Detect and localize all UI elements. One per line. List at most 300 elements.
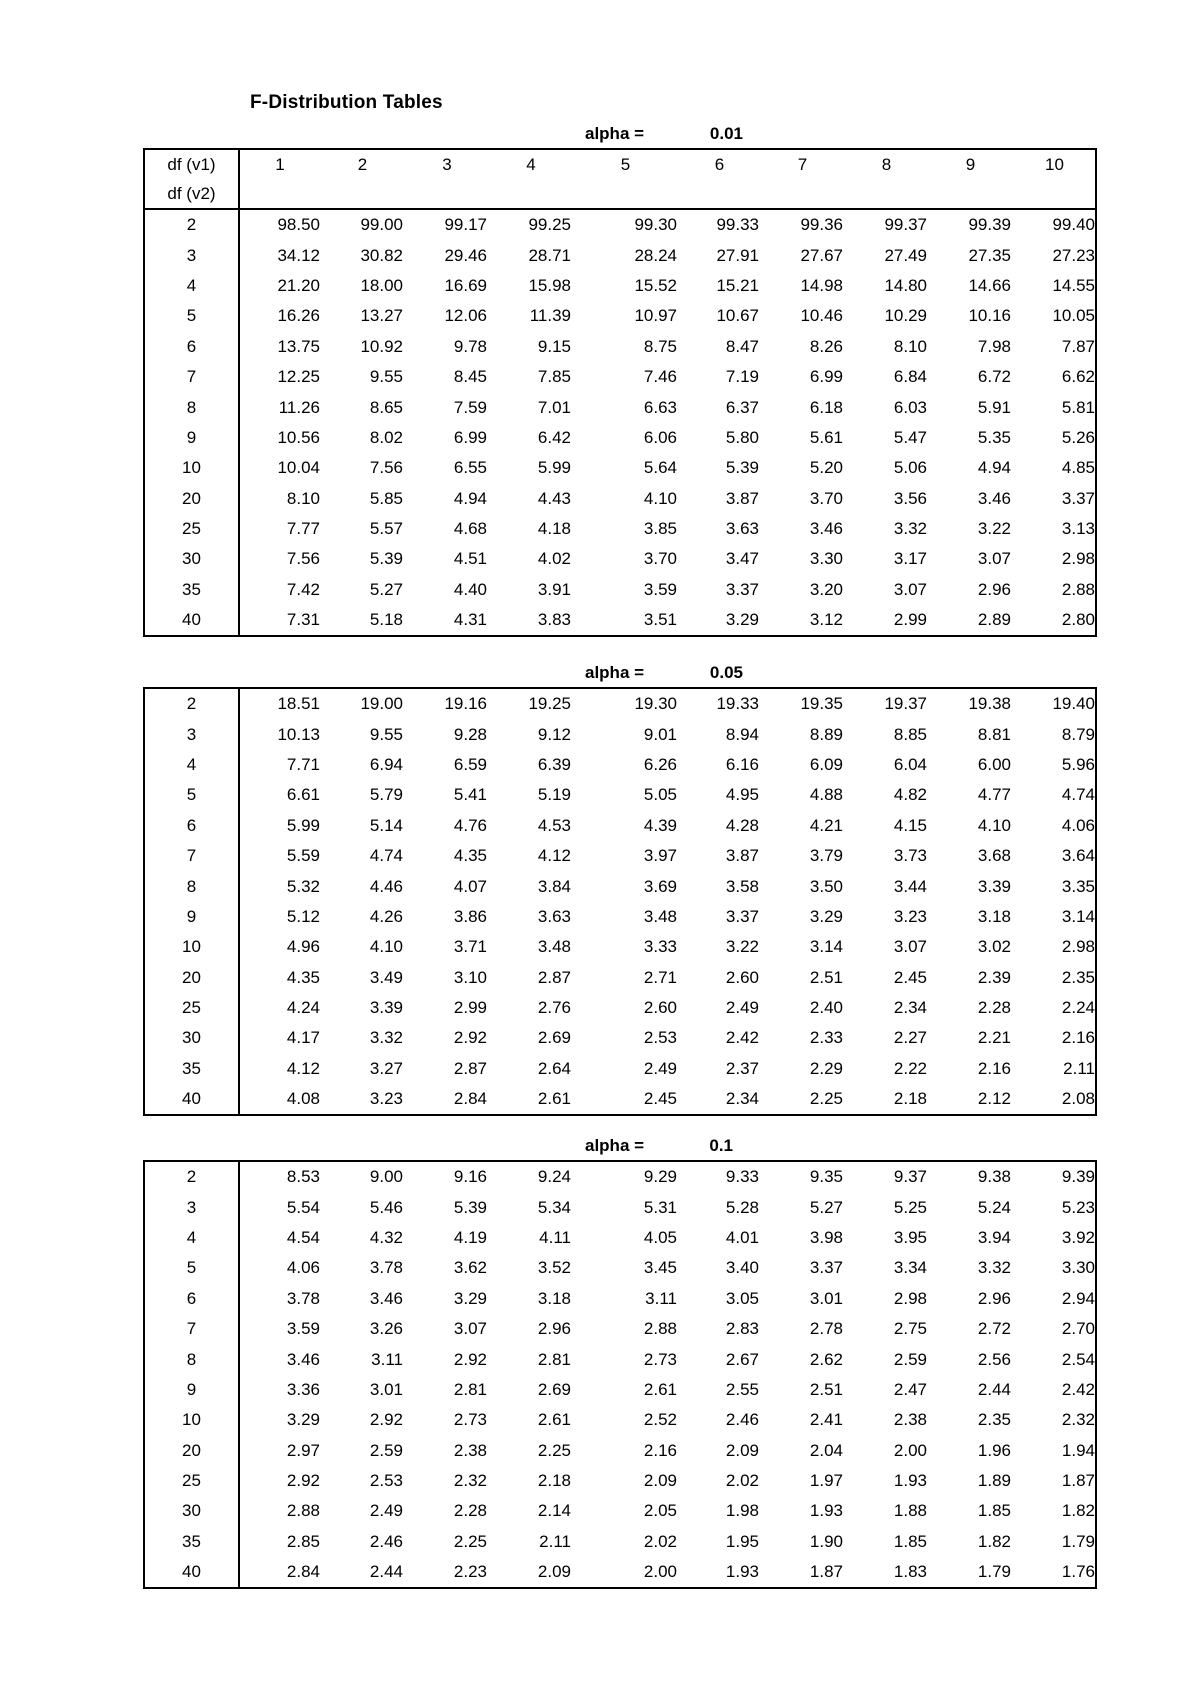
- df-v2-cell: 25: [145, 514, 240, 544]
- f-value-cell: 4.43: [537, 488, 571, 508]
- column-header: 3: [442, 154, 452, 174]
- df-v2-cell: 5: [145, 780, 240, 810]
- df-v2-cell: 35: [145, 1527, 240, 1557]
- f-value-cell: 3.73: [893, 846, 927, 866]
- f-value-cell: 1.93: [893, 1471, 927, 1491]
- f-value-cell: 4.40: [453, 579, 487, 599]
- f-value-cell: 1.79: [977, 1562, 1011, 1582]
- table-row: [145, 1557, 1095, 1587]
- f-value-cell: 2.60: [643, 998, 677, 1018]
- f-value-cell: 5.81: [1061, 397, 1095, 417]
- f-value-cell: 4.28: [725, 815, 759, 835]
- f-value-cell: 15.98: [528, 275, 571, 295]
- f-value-cell: 2.88: [643, 1319, 677, 1339]
- f-value-cell: 4.26: [369, 906, 403, 926]
- f-value-cell: 3.56: [893, 488, 927, 508]
- f-value-cell: 8.65: [369, 397, 403, 417]
- table-row: [145, 1162, 1095, 1192]
- f-value-cell: 1.93: [809, 1501, 843, 1521]
- f-value-cell: 4.53: [537, 815, 571, 835]
- df-v2-cell: 40: [145, 1557, 240, 1587]
- alpha-label: alpha =: [585, 1136, 645, 1155]
- f-value-cell: 2.34: [893, 998, 927, 1018]
- f-value-cell: 2.60: [725, 967, 759, 987]
- f-value-cell: 3.71: [453, 937, 487, 957]
- f-value-cell: 1.85: [977, 1501, 1011, 1521]
- f-value-cell: 8.81: [977, 724, 1011, 744]
- df-v2-cell: 9: [145, 423, 240, 453]
- f-value-cell: 2.53: [643, 1028, 677, 1048]
- f-value-cell: 4.39: [643, 815, 677, 835]
- alpha-label: alpha =: [585, 663, 645, 682]
- f-value-cell: 9.15: [537, 336, 571, 356]
- df-v2-cell: 20: [145, 484, 240, 514]
- f-value-cell: 2.12: [977, 1089, 1011, 1109]
- f-value-cell: 4.01: [725, 1227, 759, 1247]
- f-value-cell: 2.70: [1061, 1319, 1095, 1339]
- f-value-cell: 3.35: [1061, 876, 1095, 896]
- f-value-cell: 2.08: [1061, 1089, 1095, 1109]
- f-value-cell: 2.24: [1061, 998, 1095, 1018]
- f-value-cell: 5.24: [977, 1197, 1011, 1217]
- f-value-cell: 4.54: [286, 1227, 320, 1247]
- f-value-cell: 4.12: [537, 846, 571, 866]
- f-value-cell: 8.47: [725, 336, 759, 356]
- f-value-cell: 9.78: [453, 336, 487, 356]
- f-value-cell: 3.87: [725, 846, 759, 866]
- f-value-cell: 5.41: [453, 785, 487, 805]
- f-value-cell: 3.26: [369, 1319, 403, 1339]
- df-v2-cell: 30: [145, 544, 240, 574]
- f-value-cell: 8.10: [286, 488, 320, 508]
- f-value-cell: 6.84: [893, 367, 927, 387]
- f-value-cell: 2.09: [537, 1562, 571, 1582]
- df-v2-cell: 20: [145, 963, 240, 993]
- f-value-cell: 10.13: [277, 724, 320, 744]
- f-value-cell: 34.12: [277, 245, 320, 265]
- df-v2-cell: 7: [145, 841, 240, 871]
- f-value-cell: 2.02: [725, 1471, 759, 1491]
- f-value-cell: 3.07: [977, 549, 1011, 569]
- df-v2-cell: 20: [145, 1436, 240, 1466]
- f-value-cell: 4.32: [369, 1227, 403, 1247]
- f-value-cell: 2.09: [725, 1440, 759, 1460]
- f-value-cell: 3.78: [286, 1288, 320, 1308]
- f-value-cell: 2.56: [977, 1349, 1011, 1369]
- f-value-cell: 10.97: [634, 306, 677, 326]
- f-value-cell: 4.15: [893, 815, 927, 835]
- f-value-cell: 28.71: [528, 245, 571, 265]
- f-value-cell: 2.59: [893, 1349, 927, 1369]
- f-value-cell: 99.40: [1052, 215, 1095, 235]
- f-value-cell: 2.98: [1061, 937, 1095, 957]
- f-value-cell: 2.76: [537, 998, 571, 1018]
- table-row: [145, 605, 1095, 635]
- f-value-cell: 3.45: [643, 1258, 677, 1278]
- f-value-cell: 1.76: [1061, 1562, 1095, 1582]
- df-v2-cell: 6: [145, 1284, 240, 1314]
- f-value-cell: 7.19: [725, 367, 759, 387]
- f-value-cell: 2.47: [893, 1379, 927, 1399]
- table-row: [145, 993, 1095, 1023]
- f-value-cell: 6.26: [643, 754, 677, 774]
- f-value-cell: 2.46: [369, 1531, 403, 1551]
- f-value-cell: 16.26: [277, 306, 320, 326]
- f-value-cell: 9.35: [809, 1167, 843, 1187]
- f-value-cell: 8.89: [809, 724, 843, 744]
- f-table-alpha-001: [143, 148, 1097, 637]
- f-value-cell: 5.61: [809, 427, 843, 447]
- f-value-cell: 16.69: [444, 275, 487, 295]
- f-value-cell: 9.24: [537, 1167, 571, 1187]
- f-value-cell: 2.45: [893, 967, 927, 987]
- f-value-cell: 2.81: [453, 1379, 487, 1399]
- f-value-cell: 2.67: [725, 1349, 759, 1369]
- table-row: [145, 1344, 1095, 1374]
- f-value-cell: 19.16: [444, 694, 487, 714]
- f-value-cell: 2.69: [537, 1028, 571, 1048]
- f-value-cell: 2.23: [453, 1562, 487, 1582]
- f-value-cell: 3.47: [725, 549, 759, 569]
- f-value-cell: 2.25: [809, 1089, 843, 1109]
- f-value-cell: 3.49: [369, 967, 403, 987]
- f-value-cell: 4.35: [286, 967, 320, 987]
- table-row: [145, 392, 1095, 422]
- f-value-cell: 2.61: [537, 1089, 571, 1109]
- table-row: [145, 271, 1095, 301]
- table-row: [145, 575, 1095, 605]
- df-v2-cell: 4: [145, 750, 240, 780]
- df-v2-cell: 35: [145, 1054, 240, 1084]
- f-value-cell: 5.31: [643, 1197, 677, 1217]
- f-value-cell: 3.37: [725, 579, 759, 599]
- f-value-cell: 9.29: [643, 1167, 677, 1187]
- f-value-cell: 3.23: [893, 906, 927, 926]
- f-value-cell: 3.30: [1061, 1258, 1095, 1278]
- f-value-cell: 6.99: [453, 427, 487, 447]
- df-v2-cell: 40: [145, 1084, 240, 1114]
- f-value-cell: 2.61: [643, 1379, 677, 1399]
- df-v2-cell: 35: [145, 575, 240, 605]
- f-value-cell: 5.25: [893, 1197, 927, 1217]
- f-value-cell: 99.36: [800, 215, 843, 235]
- f-value-cell: 2.51: [809, 1379, 843, 1399]
- f-value-cell: 10.56: [277, 427, 320, 447]
- table-row: [145, 1192, 1095, 1222]
- table-row: [145, 1084, 1095, 1114]
- table-row: [145, 1223, 1095, 1253]
- table-row: [145, 210, 1095, 240]
- f-value-cell: 2.11: [1063, 1058, 1095, 1078]
- f-value-cell: 2.35: [977, 1410, 1011, 1430]
- f-value-cell: 2.42: [725, 1028, 759, 1048]
- f-value-cell: 3.07: [453, 1319, 487, 1339]
- f-value-cell: 27.49: [884, 245, 927, 265]
- f-value-cell: 1.95: [725, 1531, 759, 1551]
- f-value-cell: 3.29: [286, 1410, 320, 1430]
- f-value-cell: 5.59: [286, 846, 320, 866]
- f-value-cell: 6.16: [725, 754, 759, 774]
- f-value-cell: 3.29: [725, 610, 759, 630]
- f-value-cell: 11.39: [529, 306, 571, 326]
- f-value-cell: 3.52: [537, 1258, 571, 1278]
- f-value-cell: 6.55: [453, 458, 487, 478]
- f-value-cell: 5.19: [537, 785, 571, 805]
- f-value-cell: 5.12: [286, 906, 320, 926]
- column-header: 4: [526, 154, 536, 174]
- f-value-cell: 27.23: [1052, 245, 1095, 265]
- f-value-cell: 98.50: [277, 215, 320, 235]
- f-value-cell: 3.85: [643, 519, 677, 539]
- table-row: [145, 1253, 1095, 1283]
- f-value-cell: 4.94: [977, 458, 1011, 478]
- f-value-cell: 4.19: [453, 1227, 487, 1247]
- f-value-cell: 2.16: [1061, 1028, 1095, 1048]
- f-value-cell: 1.88: [893, 1501, 927, 1521]
- f-value-cell: 19.40: [1052, 694, 1095, 714]
- f-value-cell: 2.54: [1061, 1349, 1095, 1369]
- column-header: 9: [965, 154, 976, 174]
- f-value-cell: 2.85: [286, 1531, 320, 1551]
- f-value-cell: 5.27: [809, 1197, 843, 1217]
- column-header: 7: [797, 154, 808, 174]
- f-value-cell: 2.98: [1061, 549, 1095, 569]
- f-value-cell: 5.57: [369, 519, 403, 539]
- f-value-cell: 3.50: [809, 876, 843, 896]
- f-value-cell: 99.25: [528, 215, 571, 235]
- table-row: [145, 689, 1095, 719]
- f-value-cell: 2.14: [537, 1501, 571, 1521]
- df-v2-cell: 10: [145, 932, 240, 962]
- f-value-cell: 99.30: [634, 215, 677, 235]
- f-value-cell: 5.99: [286, 815, 320, 835]
- f-value-cell: 7.46: [643, 367, 677, 387]
- f-value-cell: 14.98: [800, 275, 843, 295]
- f-value-cell: 1.96: [977, 1440, 1011, 1460]
- table-row: [145, 362, 1095, 392]
- f-value-cell: 6.62: [1061, 367, 1095, 387]
- f-value-cell: 2.64: [537, 1058, 571, 1078]
- table-row: [145, 1314, 1095, 1344]
- f-value-cell: 2.78: [809, 1319, 843, 1339]
- f-value-cell: 4.06: [286, 1258, 320, 1278]
- f-value-cell: 4.35: [453, 846, 487, 866]
- f-value-cell: 2.73: [453, 1410, 487, 1430]
- f-value-cell: 7.98: [977, 336, 1011, 356]
- f-value-cell: 2.18: [893, 1089, 927, 1109]
- f-value-cell: 29.46: [444, 245, 487, 265]
- f-value-cell: 5.35: [977, 427, 1011, 447]
- f-value-cell: 4.05: [643, 1227, 677, 1247]
- df-v2-cell: 4: [145, 1223, 240, 1253]
- f-value-cell: 3.18: [977, 906, 1011, 926]
- f-value-cell: 99.33: [716, 215, 759, 235]
- f-value-cell: 8.02: [369, 427, 403, 447]
- f-value-cell: 2.46: [725, 1410, 759, 1430]
- f-value-cell: 2.16: [977, 1058, 1011, 1078]
- f-value-cell: 3.27: [369, 1058, 403, 1078]
- f-value-cell: 3.48: [537, 937, 571, 957]
- f-value-cell: 19.37: [884, 694, 927, 714]
- f-value-cell: 4.12: [286, 1058, 320, 1078]
- df-v2-cell: 40: [145, 605, 240, 635]
- f-value-cell: 10.92: [360, 336, 403, 356]
- f-value-cell: 1.82: [1061, 1501, 1095, 1521]
- table-row: [145, 544, 1095, 574]
- table-row: [145, 902, 1095, 932]
- f-value-cell: 6.94: [369, 754, 403, 774]
- table-row: [145, 1436, 1095, 1466]
- f-value-cell: 13.27: [360, 306, 403, 326]
- f-value-cell: 3.83: [537, 610, 571, 630]
- f-value-cell: 2.73: [643, 1349, 677, 1369]
- f-value-cell: 2.22: [893, 1058, 927, 1078]
- f-value-cell: 4.06: [1061, 815, 1095, 835]
- f-value-cell: 1.90: [809, 1531, 843, 1551]
- f-value-cell: 3.46: [369, 1288, 403, 1308]
- f-value-cell: 2.52: [643, 1410, 677, 1430]
- f-value-cell: 6.37: [725, 397, 759, 417]
- f-value-cell: 5.39: [453, 1197, 487, 1217]
- f-value-cell: 3.12: [809, 610, 843, 630]
- f-value-cell: 9.38: [977, 1167, 1011, 1187]
- f-value-cell: 5.85: [369, 488, 403, 508]
- f-value-cell: 12.06: [444, 306, 487, 326]
- f-value-cell: 7.59: [453, 397, 487, 417]
- f-value-cell: 7.42: [286, 579, 320, 599]
- f-value-cell: 2.40: [809, 998, 843, 1018]
- f-value-cell: 2.05: [643, 1501, 677, 1521]
- f-value-cell: 2.92: [453, 1028, 487, 1048]
- f-value-cell: 6.09: [809, 754, 843, 774]
- f-value-cell: 6.00: [977, 754, 1011, 774]
- f-value-cell: 9.01: [643, 724, 677, 744]
- f-value-cell: 10.04: [277, 458, 320, 478]
- table-row: [145, 453, 1095, 483]
- f-value-cell: 3.22: [725, 937, 759, 957]
- f-value-cell: 10.67: [716, 306, 759, 326]
- table-row: [145, 780, 1095, 810]
- f-value-cell: 3.48: [643, 906, 677, 926]
- f-value-cell: 2.80: [1061, 610, 1095, 630]
- f-value-cell: 3.29: [809, 906, 843, 926]
- f-value-cell: 3.14: [1061, 906, 1095, 926]
- f-value-cell: 12.25: [277, 367, 320, 387]
- f-value-cell: 2.99: [893, 610, 927, 630]
- f-value-cell: 6.99: [809, 367, 843, 387]
- f-value-cell: 30.82: [360, 245, 403, 265]
- f-value-cell: 7.01: [537, 397, 571, 417]
- f-value-cell: 3.95: [893, 1227, 927, 1247]
- f-value-cell: 5.39: [725, 458, 759, 478]
- f-value-cell: 8.75: [643, 336, 677, 356]
- table-row: [145, 750, 1095, 780]
- f-value-cell: 3.91: [537, 579, 571, 599]
- f-value-cell: 3.05: [725, 1288, 759, 1308]
- f-value-cell: 6.04: [893, 754, 927, 774]
- f-value-cell: 4.82: [893, 785, 927, 805]
- f-value-cell: 5.05: [643, 785, 677, 805]
- f-value-cell: 2.25: [453, 1531, 487, 1551]
- f-value-cell: 5.34: [537, 1197, 571, 1217]
- f-value-cell: 4.10: [977, 815, 1011, 835]
- f-value-cell: 4.46: [369, 876, 403, 896]
- f-value-cell: 19.30: [634, 694, 677, 714]
- table-header: [145, 150, 1095, 210]
- f-value-cell: 9.55: [369, 724, 403, 744]
- f-value-cell: 2.81: [537, 1349, 571, 1369]
- f-value-cell: 19.25: [528, 694, 571, 714]
- f-value-cell: 2.45: [643, 1089, 677, 1109]
- f-value-cell: 4.95: [725, 785, 759, 805]
- f-value-cell: 5.91: [977, 397, 1011, 417]
- df-v2-cell: 3: [145, 240, 240, 270]
- f-value-cell: 27.91: [716, 245, 759, 265]
- alpha-label: alpha =: [585, 124, 645, 143]
- f-value-cell: 4.96: [286, 937, 320, 957]
- f-value-cell: 5.32: [286, 876, 320, 896]
- f-value-cell: 27.67: [800, 245, 843, 265]
- table-row: [145, 1405, 1095, 1435]
- f-value-cell: 3.59: [643, 579, 677, 599]
- df-v2-cell: 2: [145, 210, 240, 240]
- f-value-cell: 5.14: [369, 815, 403, 835]
- f-value-cell: 13.75: [277, 336, 320, 356]
- f-value-cell: 2.98: [893, 1288, 927, 1308]
- f-value-cell: 3.94: [977, 1227, 1011, 1247]
- f-value-cell: 1.97: [809, 1471, 843, 1491]
- f-value-cell: 3.11: [371, 1349, 403, 1369]
- table-row: [145, 811, 1095, 841]
- f-value-cell: 2.97: [286, 1440, 320, 1460]
- f-value-cell: 1.93: [725, 1562, 759, 1582]
- f-value-cell: 9.55: [369, 367, 403, 387]
- df-v1-label: df (v1): [145, 150, 240, 179]
- f-value-cell: 1.82: [977, 1531, 1011, 1551]
- table-row: [145, 423, 1095, 453]
- f-value-cell: 3.92: [1061, 1227, 1095, 1247]
- f-value-cell: 5.79: [369, 785, 403, 805]
- f-value-cell: 2.49: [643, 1058, 677, 1078]
- f-value-cell: 2.39: [977, 967, 1011, 987]
- f-value-cell: 2.21: [977, 1028, 1011, 1048]
- f-value-cell: 3.62: [453, 1258, 487, 1278]
- f-value-cell: 2.62: [809, 1349, 843, 1369]
- f-value-cell: 6.18: [809, 397, 843, 417]
- f-value-cell: 8.10: [893, 336, 927, 356]
- f-value-cell: 6.72: [977, 367, 1011, 387]
- df-v2-cell: 30: [145, 1496, 240, 1526]
- f-value-cell: 2.00: [893, 1440, 927, 1460]
- f-value-cell: 2.75: [893, 1319, 927, 1339]
- f-value-cell: 4.17: [286, 1028, 320, 1048]
- f-value-cell: 2.51: [809, 967, 843, 987]
- f-value-cell: 3.59: [286, 1319, 320, 1339]
- f-value-cell: 2.49: [369, 1501, 403, 1521]
- f-value-cell: 2.32: [453, 1471, 487, 1491]
- f-value-cell: 3.37: [809, 1258, 843, 1278]
- table-row: [145, 963, 1095, 993]
- alpha-value: 0.05: [709, 663, 743, 682]
- df-v2-cell: 3: [145, 719, 240, 749]
- f-value-cell: 4.68: [453, 519, 487, 539]
- table-row: [145, 932, 1095, 962]
- f-value-cell: 3.70: [643, 549, 677, 569]
- f-value-cell: 2.28: [453, 1501, 487, 1521]
- f-value-cell: 10.46: [800, 306, 843, 326]
- f-value-cell: 4.21: [809, 815, 843, 835]
- f-value-cell: 2.18: [537, 1471, 571, 1491]
